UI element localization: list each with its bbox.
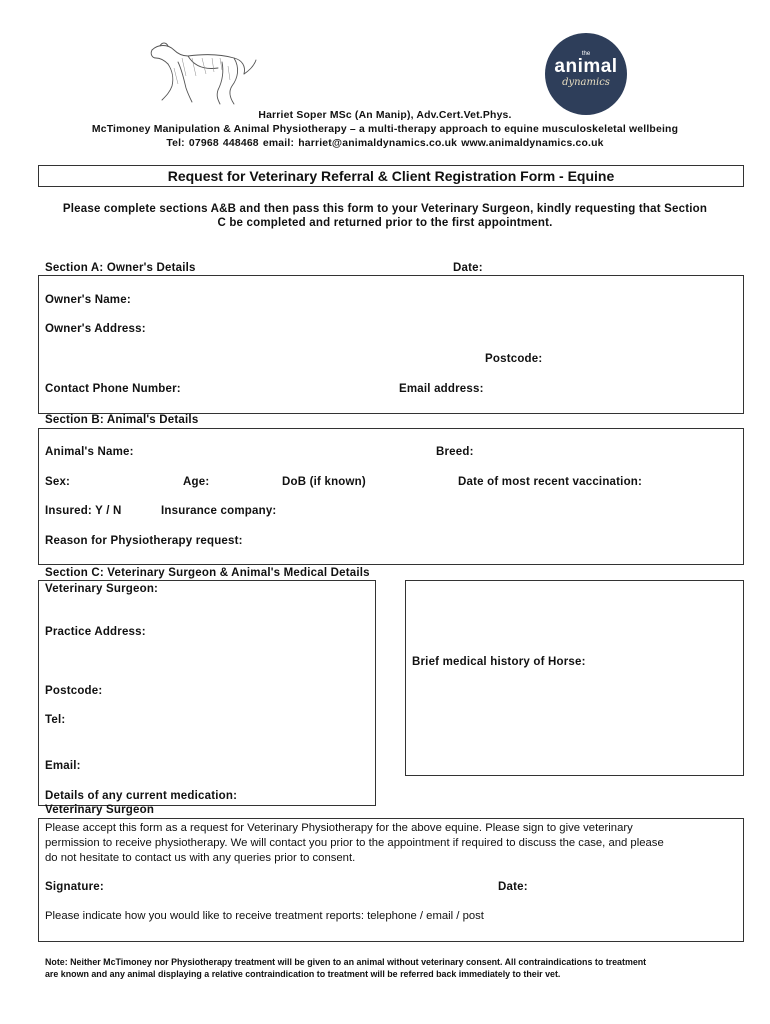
vet-consent-heading: Veterinary Surgeon	[45, 804, 155, 816]
dob-label: DoB (if known)	[282, 476, 366, 488]
consent-date-label: Date:	[498, 881, 528, 893]
contact-phone-label: Contact Phone Number:	[45, 383, 181, 395]
consent-text-line-2: permission to receive physiotherapy. We will contact you prior to the appointment if required to discuss the case, and please	[45, 837, 664, 849]
consent-text-line-1: Please accept this form as a request for Veterinary Physiotherapy for the above equine. Please sign to give veterinary	[45, 822, 633, 834]
logo-sub-text: dynamics	[562, 77, 610, 88]
section-a-heading: Section A: Owner's Details	[45, 262, 196, 274]
note-line-1: Note: Neither McTimoney nor Physiotherapy treatment will be given to an animal without veterinary consent. All contraindications to treatment	[45, 957, 647, 967]
title-box	[38, 165, 744, 187]
vet-email-label: Email:	[45, 760, 81, 772]
reports-preference-text: Please indicate how you would like to receive treatment reports: telephone / email / post	[45, 910, 484, 922]
insurance-company-label: Insurance company:	[161, 505, 277, 517]
logo-small-text: the	[581, 51, 591, 57]
practice-address-label: Practice Address:	[45, 626, 146, 638]
sex-label: Sex:	[45, 476, 71, 488]
consent-text-line-3: do not hesitate to contact us with any queries prior to consent.	[45, 852, 356, 864]
medical-history-box	[405, 580, 744, 776]
horse-sketch-icon	[148, 40, 260, 108]
age-label: Age:	[183, 476, 210, 488]
signature-label: Signature:	[45, 881, 104, 893]
breed-label: Breed:	[436, 446, 474, 458]
header-contact: Tel: 07968 448468 email: harriet@animaldynamics.co.uk www.animaldynamics.co.uk	[166, 138, 604, 149]
vet-postcode-label: Postcode:	[45, 685, 103, 697]
instructions-line-1: Please complete sections A&B and then pass this form to your Veterinary Surgeon, kindly requesting that Section	[62, 203, 708, 215]
header-services: McTimoney Manipulation & Animal Physiotherapy – a multi-therapy approach to equine musculoskeletal wellbeing	[91, 124, 679, 135]
header-qualifications: Harriet Soper MSc (An Manip), Adv.Cert.Vet.Phys.	[258, 110, 512, 121]
section-b-heading: Section B: Animal's Details	[45, 414, 199, 426]
animal-dynamics-logo	[545, 33, 627, 115]
owner-email-label: Email address:	[399, 383, 484, 395]
form-title: Request for Veterinary Referral & Client Registration Form - Equine	[167, 168, 615, 184]
section-c-heading: Section C: Veterinary Surgeon & Animal's Medical Details	[45, 567, 370, 579]
instructions-line-2: C be completed and returned prior to the first appointment.	[217, 217, 553, 229]
vet-tel-label: Tel:	[45, 714, 66, 726]
note-line-2: are known and any animal displaying a relative contraindication to treatment will be referred back immediately to their vet.	[45, 969, 561, 979]
insured-label: Insured: Y / N	[45, 505, 122, 517]
reason-label: Reason for Physiotherapy request:	[45, 535, 243, 547]
section-a-date-label: Date:	[453, 262, 483, 274]
owner-name-label: Owner's Name:	[45, 294, 131, 306]
animal-name-label: Animal's Name:	[45, 446, 134, 458]
medical-history-label: Brief medical history of Horse:	[412, 656, 586, 668]
logo-main-text: animal	[554, 56, 618, 77]
owner-postcode-label: Postcode:	[485, 353, 543, 365]
vaccination-label: Date of most recent vaccination:	[458, 476, 643, 488]
owner-address-label: Owner's Address:	[45, 323, 146, 335]
current-medication-label: Details of any current medication:	[45, 790, 238, 802]
vet-surgeon-label: Veterinary Surgeon:	[45, 583, 159, 595]
